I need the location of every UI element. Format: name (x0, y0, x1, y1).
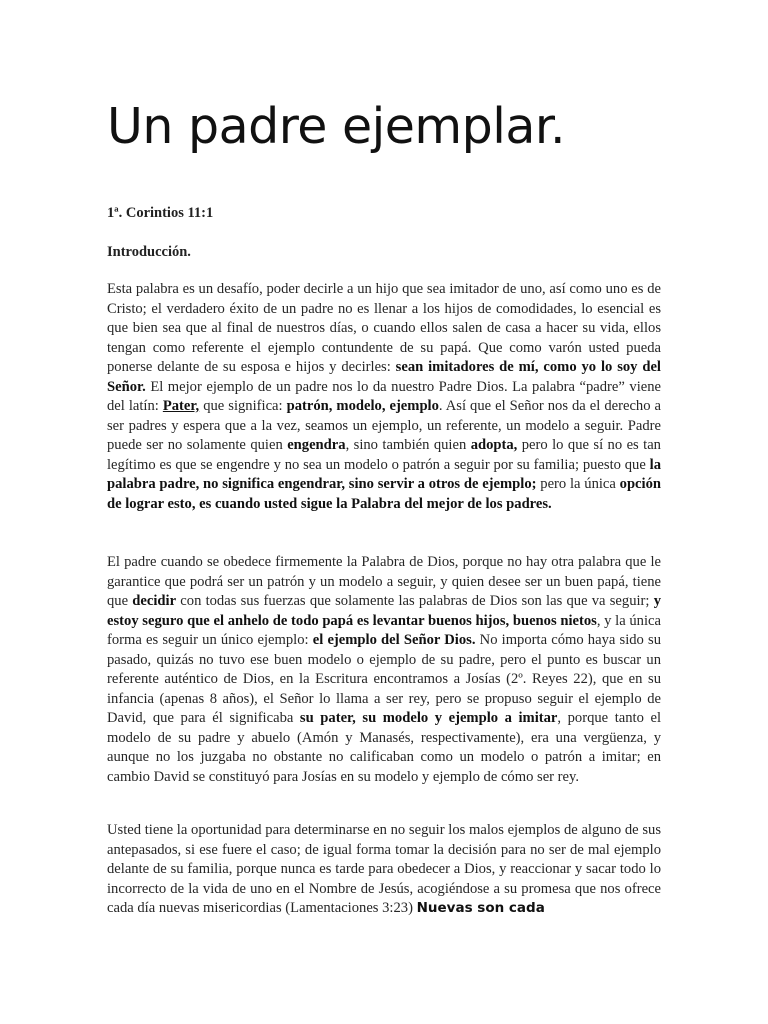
bold-text: sean imitadores de mí, como yo lo soy del Señor. (107, 359, 661, 395)
bold-text: Nuevas son cada (416, 900, 545, 916)
text-run: pero lo que sí no es tan legítimo es que se engendre y no sea un modelo o patrón a seguir por su familia; puesto que (107, 437, 661, 473)
text-run: que significa: (199, 398, 287, 414)
text-run: Usted tiene la oportunidad para determinarse en no seguir los malos ejemplos de alguno de sus antepasados, si ese fuere el caso; de igual forma tomar la decisión para no ser de mal ejemplo delante de su familia, porque nunca es tarde para obedecer a Dios, y reaccionar y sacar todo lo incorrecto de la vida de uno en el Nombre de Jesús, acogiéndose a su promesa que nos ofrece cada día nuevas misericordias (Lamentaciones 3:23) (107, 822, 661, 916)
bold-text: el ejemplo del Señor Dios. (312, 632, 476, 648)
text-run: No importa cómo haya sido su pasado, quizás no tuvo ese buen modelo o ejemplo de su padre, pero el punto es buscar un referente auténtico de Dios, en la Escritura encontramos a Josías (2º. Reyes 22), que en su infancia (apenas 8 años), el Señor lo llama a ser rey, pero se propuso seguir el ejemplo de David, que para él significaba (107, 632, 661, 726)
document-title: Un padre ejemplar. (107, 98, 566, 155)
paragraph (107, 280, 661, 514)
text-run: con todas sus fuerzas que solamente las palabras de Dios son las que va seguir; (176, 593, 654, 609)
bold-text: y estoy seguro que el anhelo de todo papá es levantar buenos hijos, buenos nietos (107, 593, 661, 629)
scripture-reference: 1ª. Corintios 11:1 (107, 205, 214, 221)
text-run: , sino también quien (345, 437, 471, 453)
text-run: , porque tanto el modelo de su padre y abuelo (Amón y Manasés, respectivamente), era una vergüenza, y aunque no los juzgaba no obstante no calificaban como un modelo o patrón a imitar; en cambio David se constituyó para Josías en su modelo y ejemplo de cómo ser rey. (107, 710, 661, 785)
bold-text: Pater, (162, 398, 200, 414)
text-run: pero la única (536, 476, 620, 492)
text-run: El mejor ejemplo de un padre nos lo da nuestro Padre Dios. La palabra “padre” viene del latín: (107, 378, 661, 414)
paragraph (107, 821, 661, 919)
text-run: El padre cuando se obedece firmemente la Palabra de Dios, porque no hay otra palabra que le garantice que podrá ser un patrón y un modelo a seguir, y quien desee ser un buen papá, tiene que (107, 554, 661, 609)
text-run: Esta palabra es un desafío, poder decirle a un hijo que sea imitador de uno, así como uno es de Cristo; el verdadero éxito de un padre no es llenar a los hijos de comodidades, lo esencial es que bien sea que al final de nuestros días, o cuando ellos salen de casa a hacer su vida, ellos tengan como referente el ejemplo contundente de su papá. Que como varón usted pueda ponerse delante de su esposa e hijos y decirles: (107, 281, 661, 375)
bold-text: adopta, (470, 437, 518, 453)
paragraph (107, 553, 661, 787)
bold-text: patrón, modelo, ejemplo (286, 398, 439, 414)
bold-text: engendra (287, 437, 346, 453)
bold-text: su pater, su modelo y ejemplo a imitar (299, 710, 558, 726)
section-heading: Introducción. (107, 244, 191, 260)
text-run: , y la única forma es seguir un único ejemplo: (107, 612, 661, 648)
text-run: . Así que el Señor nos da el derecho a ser padres y espera que a la vez, seamos un ejemplo, un referente, un modelo a seguir. Padre puede ser no solamente quien (107, 398, 661, 453)
bold-text: la palabra padre, no significa engendrar, sino servir a otros de ejemplo; (107, 456, 661, 492)
bold-text: decidir (132, 593, 177, 609)
bold-text: opción de lograr esto, es cuando usted sigue la Palabra del mejor de los padres. (107, 476, 661, 512)
